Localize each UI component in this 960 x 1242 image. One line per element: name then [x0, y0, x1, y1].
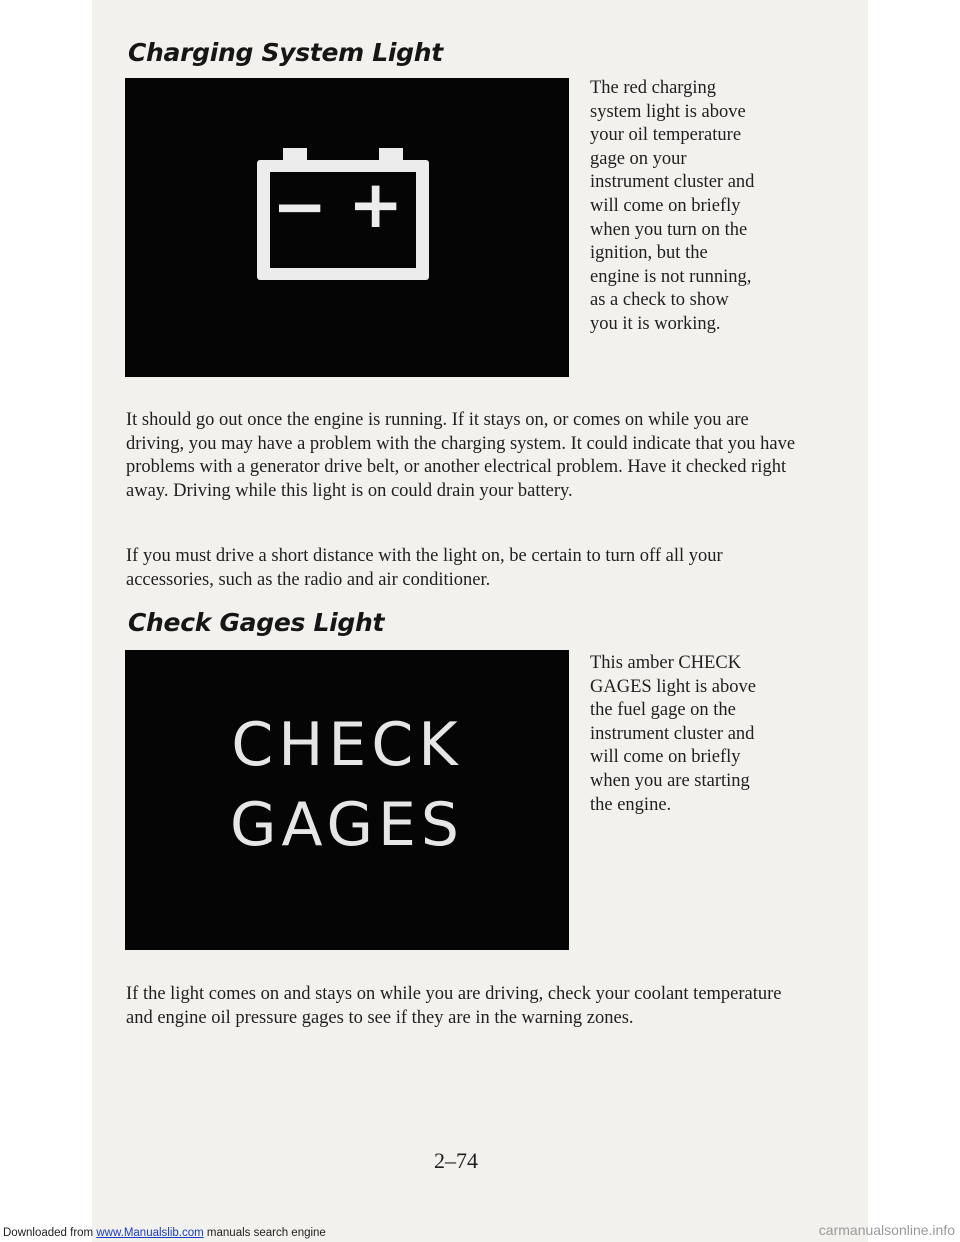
- text-line: GAGES light is above: [590, 676, 756, 697]
- battery-minus-sign: −: [272, 168, 328, 245]
- check-gages-side-text: [590, 652, 756, 817]
- text-line: when you are starting: [590, 770, 750, 791]
- text-line: will come on briefly: [590, 195, 741, 216]
- text-line: instrument cluster and: [590, 172, 755, 193]
- charging-paragraph-2: If you must drive a short distance with the light on, be certain to turn off all your accessories, such as the radio and air conditioner.: [126, 546, 723, 590]
- charging-system-heading: Charging System Light: [128, 38, 443, 67]
- text-line: engine is not running,: [590, 266, 752, 287]
- text-line: ignition, but the: [590, 243, 708, 264]
- check-gages-photo: [125, 650, 569, 950]
- text-line: The red charging: [590, 78, 717, 98]
- text-line: instrument cluster and: [590, 723, 755, 744]
- footer-prefix: Downloaded from: [3, 1227, 94, 1239]
- charging-light-photo: [125, 78, 569, 377]
- text-line: when you turn on the: [590, 219, 748, 240]
- text-line: will come on briefly: [590, 747, 741, 768]
- text-line: the fuel gage on the: [590, 700, 736, 721]
- check-gages-line-check: CHECK: [231, 710, 463, 780]
- watermark: carmanualsonline.info: [818, 1222, 955, 1238]
- text-line: you it is working.: [590, 313, 721, 334]
- page-number: 2–74: [434, 1148, 478, 1173]
- text-line: system light is above: [590, 101, 746, 122]
- check-gages-paragraph-1: If the light comes on and stays on while you are driving, check your coolant temperature and engine oil pressure gages to see if they are in the warning zones.: [126, 984, 782, 1028]
- footer-suffix: manuals search engine: [206, 1227, 326, 1239]
- charging-side-text: [590, 77, 754, 337]
- battery-plus-sign: +: [348, 166, 404, 243]
- manualslib-link[interactable]: www.Manualslib.com: [96, 1227, 204, 1239]
- charging-paragraph-1: It should go out once the engine is running. If it stays on, or comes on while you are driving, you may have a problem with the charging system. It could indicate that you have problems with a generator drive belt, or another electrical problem. Have it checked right away. Driving while this light is on could drain your battery.: [126, 410, 796, 501]
- download-footer: [3, 1227, 326, 1239]
- check-gages-heading: Check Gages Light: [128, 608, 385, 637]
- text-line: the engine.: [590, 794, 672, 815]
- text-line: gage on your: [590, 148, 687, 169]
- text-line: your oil temperature: [590, 125, 742, 146]
- check-gages-line-gages: GAGES: [230, 790, 464, 860]
- text-line: This amber CHECK: [590, 653, 742, 673]
- text-line: as a check to show: [590, 290, 729, 311]
